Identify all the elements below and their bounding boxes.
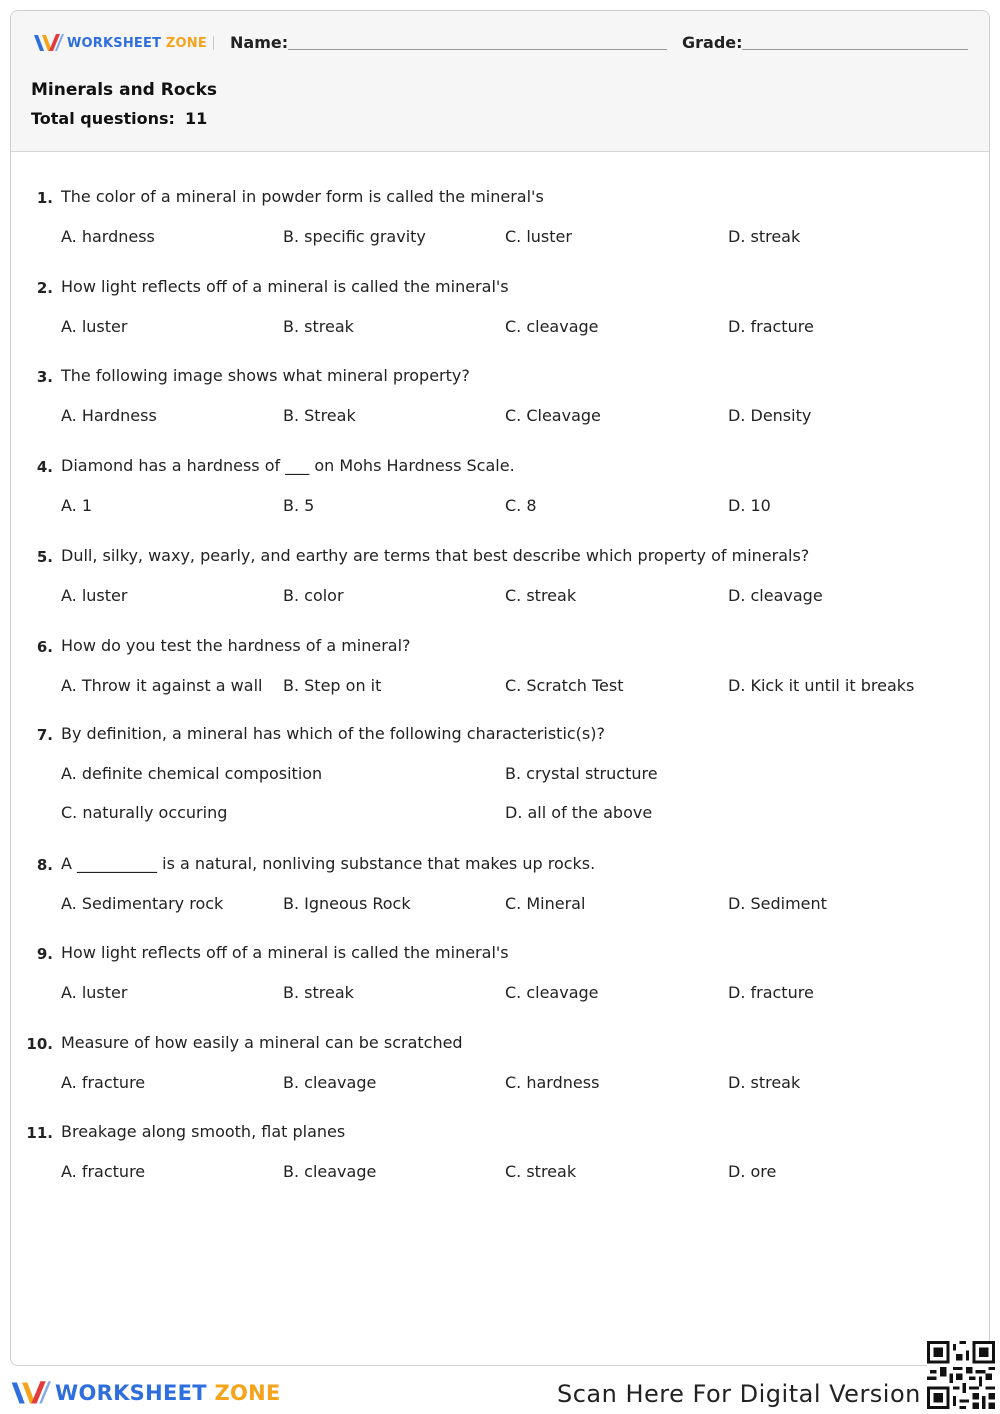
answer-option[interactable]: B. cleavage bbox=[283, 1073, 377, 1092]
answer-option[interactable]: B. streak bbox=[283, 983, 354, 1002]
answer-option[interactable]: A. fracture bbox=[61, 1073, 146, 1092]
question-text: The color of a mineral in powder form is called the mineral's bbox=[61, 187, 544, 206]
answer-option[interactable]: C. Scratch Test bbox=[505, 676, 624, 695]
answer-option[interactable]: C. streak bbox=[505, 586, 577, 605]
answer-option[interactable]: B. Igneous Rock bbox=[283, 894, 411, 913]
question-text: By definition, a mineral has which of the following characteristic(s)? bbox=[61, 724, 605, 743]
answer-option[interactable]: B. color bbox=[283, 586, 344, 605]
name-field[interactable] bbox=[288, 49, 667, 50]
question-text: How light reflects off of a mineral is called the mineral's bbox=[61, 943, 509, 962]
answer-option[interactable]: C. cleavage bbox=[505, 317, 599, 336]
answer-option[interactable]: A. Throw it against a wall bbox=[61, 676, 263, 695]
worksheet-zone-logo-icon bbox=[9, 1377, 51, 1409]
answer-option[interactable]: B. streak bbox=[283, 317, 354, 336]
question-number: 6. bbox=[36, 638, 53, 656]
answer-option[interactable]: B. crystal structure bbox=[505, 764, 658, 783]
answer-option[interactable]: D. ore bbox=[728, 1162, 777, 1181]
answer-option[interactable]: A. 1 bbox=[61, 496, 93, 515]
question-number: 2. bbox=[36, 279, 53, 297]
question-text: How light reflects off of a mineral is called the mineral's bbox=[61, 277, 509, 296]
answer-option[interactable]: A. Sedimentary rock bbox=[61, 894, 224, 913]
worksheet-title: Minerals and Rocks bbox=[31, 80, 218, 100]
answer-option[interactable]: C. Mineral bbox=[505, 894, 586, 913]
answer-option[interactable]: C. streak bbox=[505, 1162, 577, 1181]
worksheet-header bbox=[11, 11, 989, 152]
answer-option[interactable]: A. fracture bbox=[61, 1162, 146, 1181]
answer-option[interactable]: C. Cleavage bbox=[505, 406, 601, 425]
answer-option[interactable]: D. Kick it until it breaks bbox=[728, 676, 915, 695]
answer-option[interactable]: D. Density bbox=[728, 406, 812, 425]
answer-option[interactable]: D. streak bbox=[728, 1073, 801, 1092]
answer-option[interactable]: C. hardness bbox=[505, 1073, 600, 1092]
footer-brand bbox=[55, 1381, 281, 1405]
answer-option[interactable]: C. luster bbox=[505, 227, 572, 246]
question-text: The following image shows what mineral property? bbox=[61, 366, 470, 385]
worksheet-sheet bbox=[10, 10, 990, 1366]
worksheet-zone-logo-icon bbox=[32, 32, 64, 54]
grade-label: Grade: bbox=[682, 33, 743, 52]
question-number: 3. bbox=[36, 368, 53, 386]
question-text: How do you test the hardness of a mineral? bbox=[61, 636, 411, 655]
answer-option[interactable]: D. fracture bbox=[728, 317, 814, 336]
total-questions-count: 11 bbox=[184, 109, 208, 128]
question-number: 4. bbox=[36, 458, 53, 476]
answer-option[interactable]: A. definite chemical composition bbox=[61, 764, 323, 783]
question-text: Breakage along smooth, flat planes bbox=[61, 1122, 346, 1141]
footer-brand-part-2: ZONE bbox=[214, 1381, 281, 1405]
question-text: A __________ is a natural, nonliving substance that makes up rocks. bbox=[61, 854, 596, 873]
answer-option[interactable]: D. cleavage bbox=[728, 586, 823, 605]
total-questions-label: Total questions: bbox=[31, 109, 175, 128]
name-label: Name: bbox=[230, 33, 289, 52]
answer-option[interactable]: D. 10 bbox=[728, 496, 771, 515]
question-number: 11. bbox=[26, 1124, 53, 1142]
answer-option[interactable]: C. 8 bbox=[505, 496, 537, 515]
answer-option[interactable]: A. hardness bbox=[61, 227, 155, 246]
question-number: 8. bbox=[36, 856, 53, 874]
footer-logo bbox=[9, 1377, 281, 1409]
brand-part-2: ZONE bbox=[165, 35, 207, 51]
answer-option[interactable]: D. all of the above bbox=[505, 803, 653, 822]
answer-option[interactable]: B. Step on it bbox=[283, 676, 382, 695]
answer-option[interactable]: B. 5 bbox=[283, 496, 315, 515]
scan-here-text: Scan Here For Digital Version bbox=[557, 1380, 921, 1408]
question-number: 9. bbox=[36, 945, 53, 963]
answer-option[interactable]: A. Hardness bbox=[61, 406, 157, 425]
answer-option[interactable]: B. Streak bbox=[283, 406, 356, 425]
brand-part-1: WORKSHEET bbox=[67, 35, 162, 51]
header-divider bbox=[213, 36, 214, 50]
qr-code-icon[interactable] bbox=[927, 1341, 995, 1409]
answer-option[interactable]: C. naturally occuring bbox=[61, 803, 228, 822]
answer-option[interactable]: B. cleavage bbox=[283, 1162, 377, 1181]
answer-option[interactable]: A. luster bbox=[61, 317, 128, 336]
answer-option[interactable]: D. Sediment bbox=[728, 894, 827, 913]
grade-field[interactable] bbox=[742, 49, 968, 50]
header-logo bbox=[32, 31, 207, 55]
question-number: 10. bbox=[26, 1035, 53, 1053]
footer-brand-part-1: WORKSHEET bbox=[55, 1381, 207, 1405]
answer-option[interactable]: D. fracture bbox=[728, 983, 814, 1002]
answer-option[interactable]: B. specific gravity bbox=[283, 227, 426, 246]
question-number: 5. bbox=[36, 548, 53, 566]
header-brand bbox=[67, 36, 207, 51]
question-number: 7. bbox=[36, 726, 53, 744]
question-text: Dull, silky, waxy, pearly, and earthy are terms that best describe which property of minerals? bbox=[61, 546, 810, 565]
question-number: 1. bbox=[36, 189, 53, 207]
answer-option[interactable]: D. streak bbox=[728, 227, 801, 246]
answer-option[interactable]: A. luster bbox=[61, 983, 128, 1002]
question-text: Diamond has a hardness of ___ on Mohs Hardness Scale. bbox=[61, 456, 515, 475]
total-questions bbox=[31, 109, 207, 128]
answer-option[interactable]: A. luster bbox=[61, 586, 128, 605]
question-text: Measure of how easily a mineral can be scratched bbox=[61, 1033, 463, 1052]
answer-option[interactable]: C. cleavage bbox=[505, 983, 599, 1002]
